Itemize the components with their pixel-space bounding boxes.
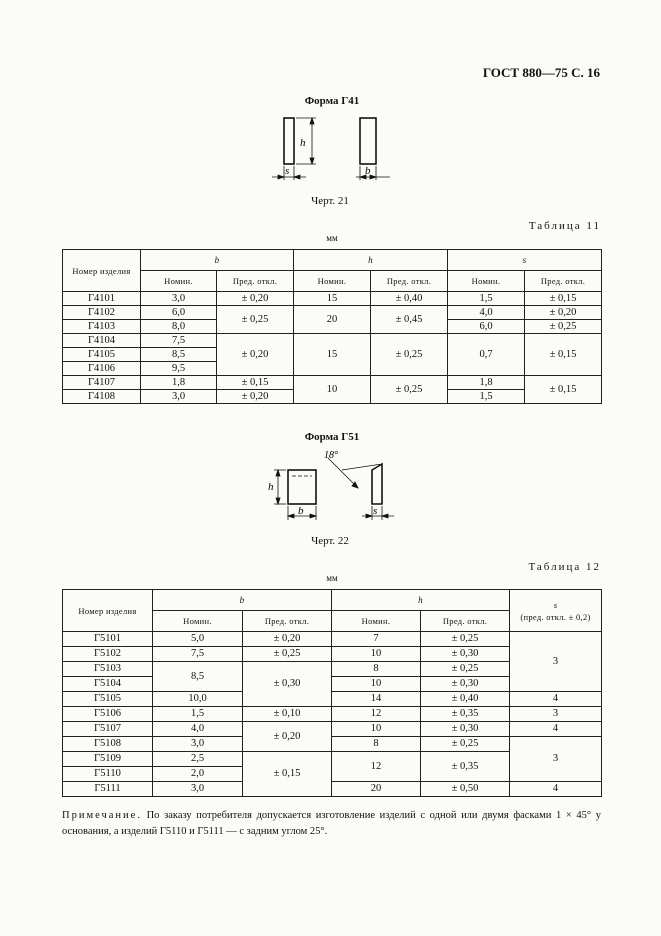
table-cell: 20 xyxy=(332,782,421,797)
table-cell: 1,5 xyxy=(448,292,525,306)
table-cell: 3,0 xyxy=(141,390,217,404)
table-cell: ± 0,20 xyxy=(217,334,294,376)
table-cell: ± 0,15 xyxy=(217,376,294,390)
table-row xyxy=(63,292,602,306)
table-cell: 1,8 xyxy=(141,376,217,390)
table-cell: 8 xyxy=(332,662,421,677)
table-cell: 3,0 xyxy=(153,782,243,797)
page-header: ГОСТ 880—75 С. 16 xyxy=(482,65,600,80)
table-11-unit: мм xyxy=(326,233,338,243)
table-11-label: Таблица 11 xyxy=(528,220,601,232)
figure-22-s-label: s xyxy=(373,505,378,517)
header-s: s xyxy=(448,250,602,271)
table-cell: Г5103 xyxy=(63,662,153,677)
table-cell: ± 0,30 xyxy=(421,677,510,692)
figure-21-drawing xyxy=(260,110,410,190)
header-h-nominal: Номин. xyxy=(294,271,371,292)
figure-22-shape-right xyxy=(372,464,382,504)
table-cell: ± 0,20 xyxy=(243,722,332,752)
table-cell: ± 0,35 xyxy=(421,707,510,722)
header-b-deviation: Пред. откл. xyxy=(217,271,294,292)
table-row xyxy=(63,737,602,752)
figure-21-shape-right xyxy=(360,118,376,164)
figure-21-title: Форма Г41 xyxy=(304,95,360,107)
table-cell: 1,5 xyxy=(153,707,243,722)
figure-21-shape-left xyxy=(284,118,294,164)
header-item-number: Номер изделия xyxy=(63,250,141,292)
table-cell: 12 xyxy=(332,752,421,782)
table-cell: ± 0,50 xyxy=(421,782,510,797)
figure-22-title: Форма Г51 xyxy=(304,431,360,443)
table-cell: ± 0,30 xyxy=(243,662,332,707)
table-cell: ± 0,25 xyxy=(421,662,510,677)
figure-21-caption: Черт. 21 xyxy=(311,195,349,207)
table-cell: Г4105 xyxy=(63,348,141,362)
table-cell: 3 xyxy=(510,737,602,782)
table-cell: ± 0,45 xyxy=(371,306,448,334)
header-h: h xyxy=(294,250,448,271)
table-cell: ± 0,35 xyxy=(421,752,510,782)
table-cell: Г5109 xyxy=(63,752,153,767)
table-cell: 3 xyxy=(510,632,602,692)
figure-22-b-label: b xyxy=(298,505,304,517)
table-cell: ± 0,25 xyxy=(525,320,602,334)
table-cell: Г5110 xyxy=(63,767,153,782)
table-cell: 1,8 xyxy=(448,376,525,390)
table-cell: Г5107 xyxy=(63,722,153,737)
table-cell: ± 0,15 xyxy=(525,292,602,306)
table-cell: 10 xyxy=(294,376,371,404)
table-cell: Г5104 xyxy=(63,677,153,692)
table-row xyxy=(63,722,602,737)
note-lead: Примечание. xyxy=(62,810,142,821)
table-cell: 4,0 xyxy=(448,306,525,320)
table-row xyxy=(63,376,602,390)
table-cell: ± 0,25 xyxy=(243,647,332,662)
table-cell: ± 0,20 xyxy=(525,306,602,320)
table-row xyxy=(63,632,602,647)
table-cell: ± 0,40 xyxy=(421,692,510,707)
table-cell: 10,0 xyxy=(153,692,243,707)
table-12-label: Таблица 12 xyxy=(528,561,601,573)
table-cell: 3 xyxy=(510,707,602,722)
table-cell: Г4108 xyxy=(63,390,141,404)
header-item-number: Номер изделия xyxy=(63,590,153,632)
table-cell: ± 0,25 xyxy=(371,334,448,376)
table-cell: 0,7 xyxy=(448,334,525,376)
table-cell: 15 xyxy=(294,334,371,376)
table-cell: 7,5 xyxy=(141,334,217,348)
table-cell: 5,0 xyxy=(153,632,243,647)
header-b: b xyxy=(141,250,294,271)
table-row xyxy=(63,707,602,722)
table-cell: 3,0 xyxy=(153,737,243,752)
table-11 xyxy=(62,249,602,404)
table-cell: 20 xyxy=(294,306,371,334)
table-cell: Г4101 xyxy=(63,292,141,306)
table-cell: Г4106 xyxy=(63,362,141,376)
table-cell: 8,5 xyxy=(153,662,243,692)
figure-21-h-label: h xyxy=(300,137,306,149)
table-cell: ± 0,25 xyxy=(421,737,510,752)
table-cell: 7,5 xyxy=(153,647,243,662)
header-s xyxy=(510,590,602,632)
table-cell: 9,5 xyxy=(141,362,217,376)
header-b-nominal: Номин. xyxy=(141,271,217,292)
table-cell: 12 xyxy=(332,707,421,722)
table-cell: Г4107 xyxy=(63,376,141,390)
table-cell: 4 xyxy=(510,782,602,797)
header-b-nominal: Номин. xyxy=(153,611,243,632)
figure-22-angle-label: 18° xyxy=(324,450,338,461)
table-cell: ± 0,30 xyxy=(421,647,510,662)
header-h-nominal: Номин. xyxy=(332,611,421,632)
table-cell: 8 xyxy=(332,737,421,752)
table-cell: Г5108 xyxy=(63,737,153,752)
table-cell: Г4102 xyxy=(63,306,141,320)
figure-22-drawing xyxy=(262,446,412,526)
table-cell: Г5102 xyxy=(63,647,153,662)
table-row xyxy=(63,782,602,797)
table-cell: ± 0,10 xyxy=(243,707,332,722)
table-cell: 6,0 xyxy=(448,320,525,334)
table-cell: ± 0,15 xyxy=(525,334,602,376)
figure-21-b-label: b xyxy=(365,165,371,177)
table-cell: ± 0,20 xyxy=(217,292,294,306)
table-cell: ± 0,30 xyxy=(421,722,510,737)
header-h-deviation: Пред. откл. xyxy=(421,611,510,632)
table-cell: 10 xyxy=(332,647,421,662)
table-cell: Г5105 xyxy=(63,692,153,707)
header-b: b xyxy=(153,590,332,611)
table-cell: 7 xyxy=(332,632,421,647)
header-s-nominal: Номин. xyxy=(448,271,525,292)
figure-21-s-label: s xyxy=(285,165,290,177)
table-cell: 3,0 xyxy=(141,292,217,306)
table-cell: ± 0,20 xyxy=(217,390,294,404)
header-s-deviation: Пред. откл. xyxy=(525,271,602,292)
table-cell: ± 0,20 xyxy=(243,632,332,647)
table-cell: Г5111 xyxy=(63,782,153,797)
table-cell: Г5106 xyxy=(63,707,153,722)
table-cell: 15 xyxy=(294,292,371,306)
table-cell: Г4104 xyxy=(63,334,141,348)
table-cell: 8,0 xyxy=(141,320,217,334)
table-cell: 8,5 xyxy=(141,348,217,362)
table-12 xyxy=(62,589,602,797)
table-cell: 4,0 xyxy=(153,722,243,737)
table-row xyxy=(63,306,602,320)
table-cell: ± 0,25 xyxy=(421,632,510,647)
table-cell: ± 0,15 xyxy=(243,752,332,797)
figure-22-caption: Черт. 22 xyxy=(311,535,349,547)
header-s-tolerance: (пред. откл. ± 0,2) xyxy=(520,611,591,622)
table-cell: ± 0,25 xyxy=(217,306,294,334)
table-row xyxy=(63,334,602,348)
table-cell: 10 xyxy=(332,722,421,737)
table-12-unit: мм xyxy=(326,573,338,583)
figure-22-h-label: h xyxy=(268,481,274,493)
table-cell: 2,0 xyxy=(153,767,243,782)
table-cell: 1,5 xyxy=(448,390,525,404)
table-cell: ± 0,40 xyxy=(371,292,448,306)
header-h-deviation: Пред. откл. xyxy=(371,271,448,292)
figure-22-shape-left xyxy=(288,470,316,504)
table-cell: 4 xyxy=(510,692,602,707)
table-cell: Г5101 xyxy=(63,632,153,647)
table-cell: 6,0 xyxy=(141,306,217,320)
table-cell: 14 xyxy=(332,692,421,707)
table-cell: 4 xyxy=(510,722,602,737)
table-cell: 2,5 xyxy=(153,752,243,767)
table-cell: Г4103 xyxy=(63,320,141,334)
header-b-deviation: Пред. откл. xyxy=(243,611,332,632)
note-text: По заказу потребителя допускается изготовление изделий с одной или двумя фасками 1 × 45° у основания, а изделий Г5110 и Г5111 — с задним углом 25°. xyxy=(62,810,601,837)
table-cell: ± 0,25 xyxy=(371,376,448,404)
table-row xyxy=(63,692,602,707)
table-cell: 10 xyxy=(332,677,421,692)
header-h: h xyxy=(332,590,510,611)
table-cell: ± 0,15 xyxy=(525,376,602,404)
header-s-symbol: s xyxy=(553,599,558,610)
note xyxy=(62,808,601,840)
